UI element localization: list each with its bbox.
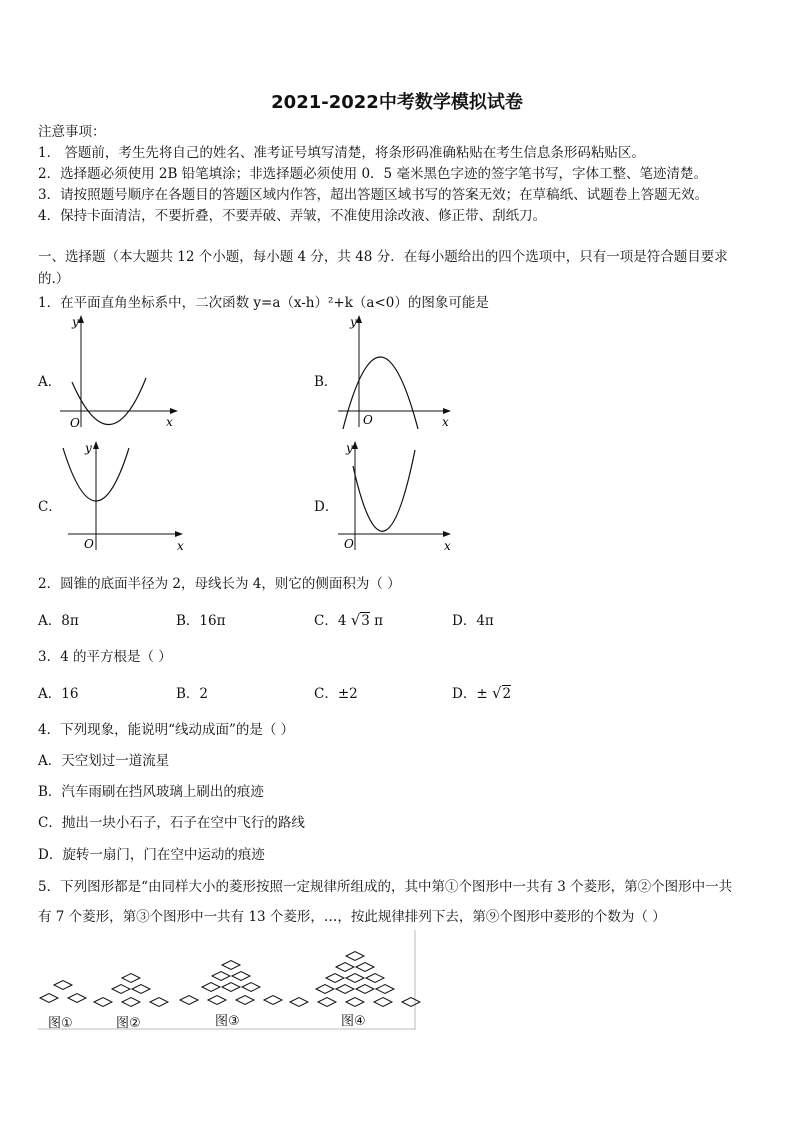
graph-c — [60, 438, 190, 558]
rhombus — [242, 983, 260, 992]
question-1-stem: 1．在平面直角坐标系中，二次函数 y=a（x-h）²+k（a<0）的图象可能是 — [38, 295, 489, 311]
figure-3-label: 图③ — [215, 1014, 240, 1029]
rhombus — [336, 963, 354, 972]
origin-label: O — [84, 537, 94, 551]
rhombus — [222, 983, 240, 992]
rhombus — [376, 985, 394, 994]
notice-item: 4．保持卡面清洁，不要折叠，不要弄破、弄皱，不准使用涂改液、修正带、刮纸刀。 — [38, 208, 547, 224]
rhombus — [346, 952, 364, 961]
section-heading-line2: 的.） — [38, 271, 70, 287]
rhombus — [290, 998, 308, 1007]
q2-option-b: B．16π — [176, 613, 226, 629]
rhombus — [232, 972, 250, 981]
q3-option-b: B．2 — [176, 686, 209, 702]
q1-option-a-label: A． — [38, 374, 62, 390]
rhombus — [264, 996, 282, 1005]
question-5-line1: 5．下列图形都是“由同样大小的菱形按照一定规律所组成的，其中第①个图形中一共有 3 个菱形，第②个图形中一共 — [38, 879, 733, 895]
q3-option-c: C．±2 — [314, 686, 358, 702]
figure-3-rhombuses — [180, 961, 282, 1005]
q2-option-a: A．8π — [38, 613, 79, 629]
page-title: 2021-2022中考数学模拟试卷 — [271, 92, 523, 113]
origin-label: O — [344, 537, 354, 551]
axis-y-label: y — [346, 441, 353, 455]
figure-2-label: 图② — [116, 1016, 141, 1031]
graph-b — [338, 312, 468, 432]
rhombus — [336, 985, 354, 994]
rhombus — [122, 998, 140, 1007]
rhombus — [202, 983, 220, 992]
rhombus — [222, 961, 240, 970]
rhombus — [212, 972, 230, 981]
rhombus — [356, 985, 374, 994]
rhombus — [236, 996, 254, 1005]
q4-option-d: D．旋转一扇门，门在空中运动的痕迹 — [38, 847, 265, 863]
q4-option-b: B．汽车雨刷在挡风玻璃上刷出的痕迹 — [38, 784, 264, 800]
figure-1-label: 图① — [48, 1016, 73, 1031]
rhombus — [180, 996, 198, 1005]
notice-item: 2．选择题必须使用 2B 铅笔填涂；非选择题必须使用 0．5 毫米黑色字迹的签字笔书写，字体工整、笔迹清楚。 — [38, 166, 707, 182]
rhombus — [150, 998, 168, 1007]
rhombus — [122, 974, 140, 983]
q3-option-d: D．± √2 — [452, 684, 512, 702]
axis-y-label: y — [72, 315, 79, 329]
axis-x-label: x — [177, 539, 184, 553]
question-4-stem: 4．下列现象，能说明“线动成面”的是（ ） — [38, 722, 295, 738]
rhombus — [54, 981, 72, 990]
rhombus — [68, 994, 86, 1003]
rhombus — [112, 985, 130, 994]
rhombus — [326, 974, 344, 983]
section-heading-line1: 一、选择题（本大题共 12 个小题，每小题 4 分，共 48 分．在每小题给出的四个选项中，只有一项是符合题目要求 — [38, 249, 728, 265]
axis-y-label: y — [85, 441, 92, 455]
figure-4-label: 图④ — [341, 1014, 366, 1029]
rhombus — [366, 974, 384, 983]
rhombus-figures — [38, 930, 416, 1030]
q4-option-a: A．天空划过一道流星 — [38, 753, 170, 769]
rhombus — [208, 996, 226, 1005]
rhombus — [318, 998, 336, 1007]
question-2-stem: 2．圆锥的底面半径为 2，母线长为 4，则它的侧面积为（ ） — [38, 576, 401, 592]
notice-heading: 注意事项： — [38, 124, 106, 140]
rhombus — [316, 985, 334, 994]
q1-option-b-label: B． — [314, 374, 338, 390]
rhombus — [40, 994, 58, 1003]
notice-item: 1． 答题前，考生先将自己的姓名、准考证号填写清楚，将条形码准确粘贴在考生信息条形码粘贴区。 — [38, 145, 645, 161]
axis-y-label: y — [350, 315, 357, 329]
question-5-line2: 有 7 个菱形，第③个图形中一共有 13 个菱形，…，按此规律排列下去，第⑨个图形中菱形的个数为（ ） — [38, 909, 666, 925]
axis-x-label: x — [444, 539, 451, 553]
q3-option-a: A．16 — [38, 686, 79, 702]
figure-4-rhombuses — [290, 952, 420, 1007]
axis-x-label: x — [442, 415, 449, 429]
graph-a — [60, 312, 190, 432]
q2-option-c: C．4 √3 π — [314, 611, 384, 629]
q2-option-d: D．4π — [452, 613, 494, 629]
origin-label: O — [70, 416, 80, 430]
rhombus — [346, 998, 364, 1007]
question-3-stem: 3．4 的平方根是（ ） — [38, 649, 172, 665]
graph-d — [338, 438, 468, 558]
rhombus — [132, 985, 150, 994]
rhombus — [346, 974, 364, 983]
origin-label: O — [363, 413, 373, 427]
q1-option-c-label: C． — [38, 499, 62, 515]
axis-x-label: x — [166, 415, 173, 429]
figure-1-rhombuses — [40, 981, 86, 1003]
rhombus — [374, 998, 392, 1007]
q1-option-d-label: D． — [314, 499, 339, 515]
figure-2-rhombuses — [94, 974, 168, 1007]
notice-item: 3．请按照题号顺序在各题目的答题区域内作答，超出答题区域书写的答案无效；在草稿纸、试题卷上答题无效。 — [38, 187, 709, 203]
rhombus — [94, 998, 112, 1007]
rhombus — [402, 998, 420, 1007]
rhombus — [356, 963, 374, 972]
q4-option-c: C．抛出一块小石子，石子在空中飞行的路线 — [38, 815, 305, 831]
